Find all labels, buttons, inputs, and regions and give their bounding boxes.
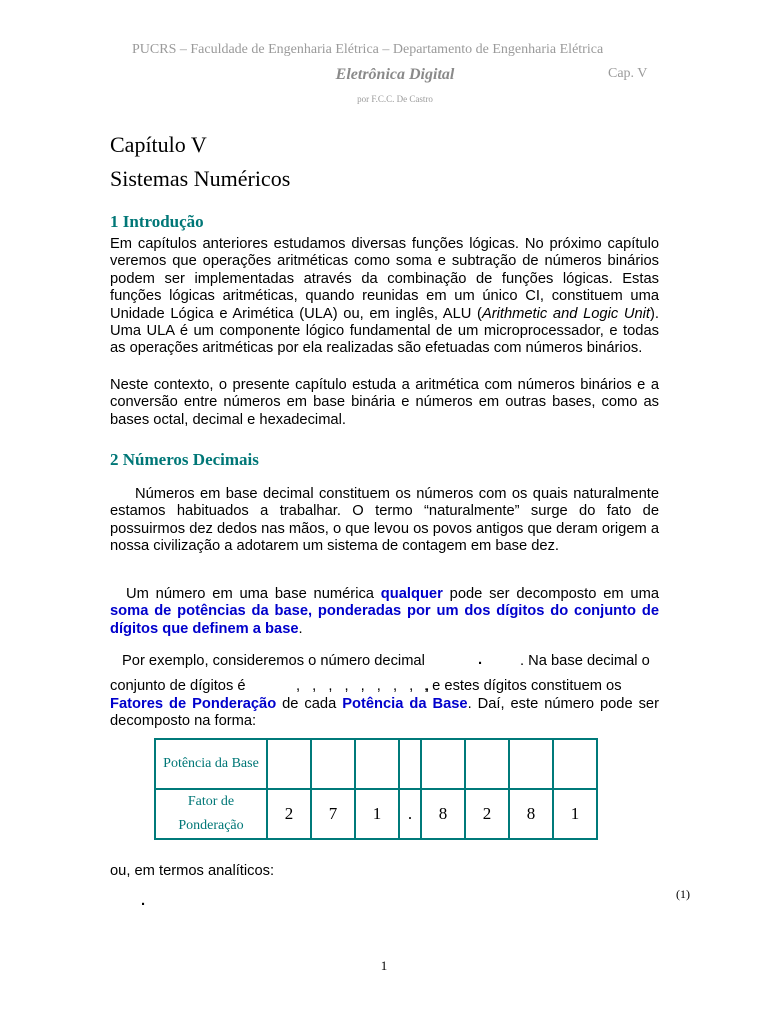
header-course-title: Eletrônica Digital bbox=[335, 66, 455, 83]
table-cell-empty bbox=[355, 739, 399, 789]
digit-cell: 1 bbox=[355, 789, 399, 839]
italic-term: Arithmetic and Logic Unit bbox=[481, 305, 650, 322]
header-chapter-tag: Cap. V bbox=[608, 66, 648, 81]
digit-set-line-start: conjunto de dígitos é bbox=[110, 678, 246, 694]
text-span: . Daí, este número pode ser decomposto na forma: bbox=[110, 696, 659, 730]
text-span: pode ser decomposto em uma bbox=[442, 586, 659, 602]
emphasis-soma-potencias: soma de potências da base, ponderadas por um dos dígitos do conjunto de dígitos que definem a base bbox=[110, 603, 659, 637]
table-cell-empty bbox=[509, 739, 553, 789]
section-heading-introducao: 1 Introdução bbox=[110, 212, 204, 231]
paragraph-decimal-1: Números em base decimal constituem os números com os quais naturalmente estamos habituados a trabalhar. O termo “naturalmente” surge do fato de possuirmos dez dedos nas mãos, o que levou os povos antigos que deram origem a nossa civilização a adotarem um sistema de contagem em base dez. bbox=[110, 486, 659, 555]
example-line-1-end: . Na base decimal o bbox=[520, 653, 650, 669]
page-number: 1 bbox=[380, 958, 388, 973]
table-cell-empty bbox=[399, 739, 421, 789]
equation-number: (1) bbox=[676, 887, 690, 901]
header-author: por F.C.C. De Castro bbox=[357, 94, 433, 104]
header-institution: PUCRS – Faculdade de Engenharia Elétrica – Departamento de Engenharia Elétrica bbox=[132, 42, 604, 57]
chapter-number: Capítulo V bbox=[110, 132, 207, 157]
row-label-potencia: Potência da Base bbox=[155, 739, 267, 789]
emphasis-potencia-base: Potência da Base bbox=[342, 696, 468, 712]
analytic-form-text: ou, em termos analíticos: bbox=[110, 863, 275, 879]
example-number-dot: . bbox=[478, 652, 483, 668]
ponderacao-table bbox=[154, 738, 598, 840]
text-span: . bbox=[298, 620, 303, 637]
digit-cell: 8 bbox=[509, 789, 553, 839]
emphasis-fatores-ponderacao: Fatores de Ponderação bbox=[110, 696, 277, 712]
digit-cell: 2 bbox=[465, 789, 509, 839]
equation-dot: . bbox=[141, 893, 146, 909]
digit-set-line-end: , e estes dígitos constituem os bbox=[424, 678, 622, 694]
text-span: de cada bbox=[276, 696, 343, 712]
digit-cell: 1 bbox=[553, 789, 597, 839]
digit-cell: 7 bbox=[311, 789, 355, 839]
paragraph-decimal-2 bbox=[110, 586, 659, 638]
table-row-potencia bbox=[155, 739, 597, 789]
digit-cell: 8 bbox=[421, 789, 465, 839]
table-cell-empty bbox=[311, 739, 355, 789]
digit-cell: 2 bbox=[267, 789, 311, 839]
table-cell-empty bbox=[553, 739, 597, 789]
text-span: Em capítulos anteriores estudamos diversas funções lógicas. No próximo capítulo veremos que operações aritméticas como soma e subtração de números binários podem ser implementadas através da combinação de funções lógicas. Estas funções lógicas aritméticas, quando reunidas em um único CI, constituem uma Unidade Lógica e Arimética (ULA) ou, em inglês, ALU ( bbox=[110, 236, 659, 322]
chapter-title: Sistemas Numéricos bbox=[110, 166, 291, 191]
emphasis-qualquer: qualquer bbox=[380, 586, 443, 602]
table-row-fator bbox=[155, 789, 597, 839]
decimal-point-cell: . bbox=[399, 789, 421, 839]
section-heading-decimais: 2 Números Decimais bbox=[110, 450, 259, 469]
table-cell-empty bbox=[465, 739, 509, 789]
text-span: ). Uma ULA é um componente lógico fundamental de um microprocessador, e todas as operações aritméticas por ela realizadas são efetuadas com números binários. bbox=[110, 305, 659, 357]
row-label-fator: Fator de Ponderação bbox=[155, 789, 267, 839]
table-cell-empty bbox=[421, 739, 465, 789]
text-span: Um número em uma base numérica bbox=[126, 586, 381, 602]
digit-set-commas: , , , , , , , , , bbox=[296, 678, 434, 694]
example-line-1-start: Por exemplo, consideremos o número decimal bbox=[122, 653, 425, 669]
paragraph-fatores bbox=[110, 696, 659, 731]
paragraph-intro-1 bbox=[110, 236, 659, 358]
paragraph-intro-2: Neste contexto, o presente capítulo estuda a aritmética com números binários e a conversão entre números em base binária e números em outras bases, como as bases octal, decimal e hexadecimal. bbox=[110, 377, 659, 428]
table-cell-empty bbox=[267, 739, 311, 789]
